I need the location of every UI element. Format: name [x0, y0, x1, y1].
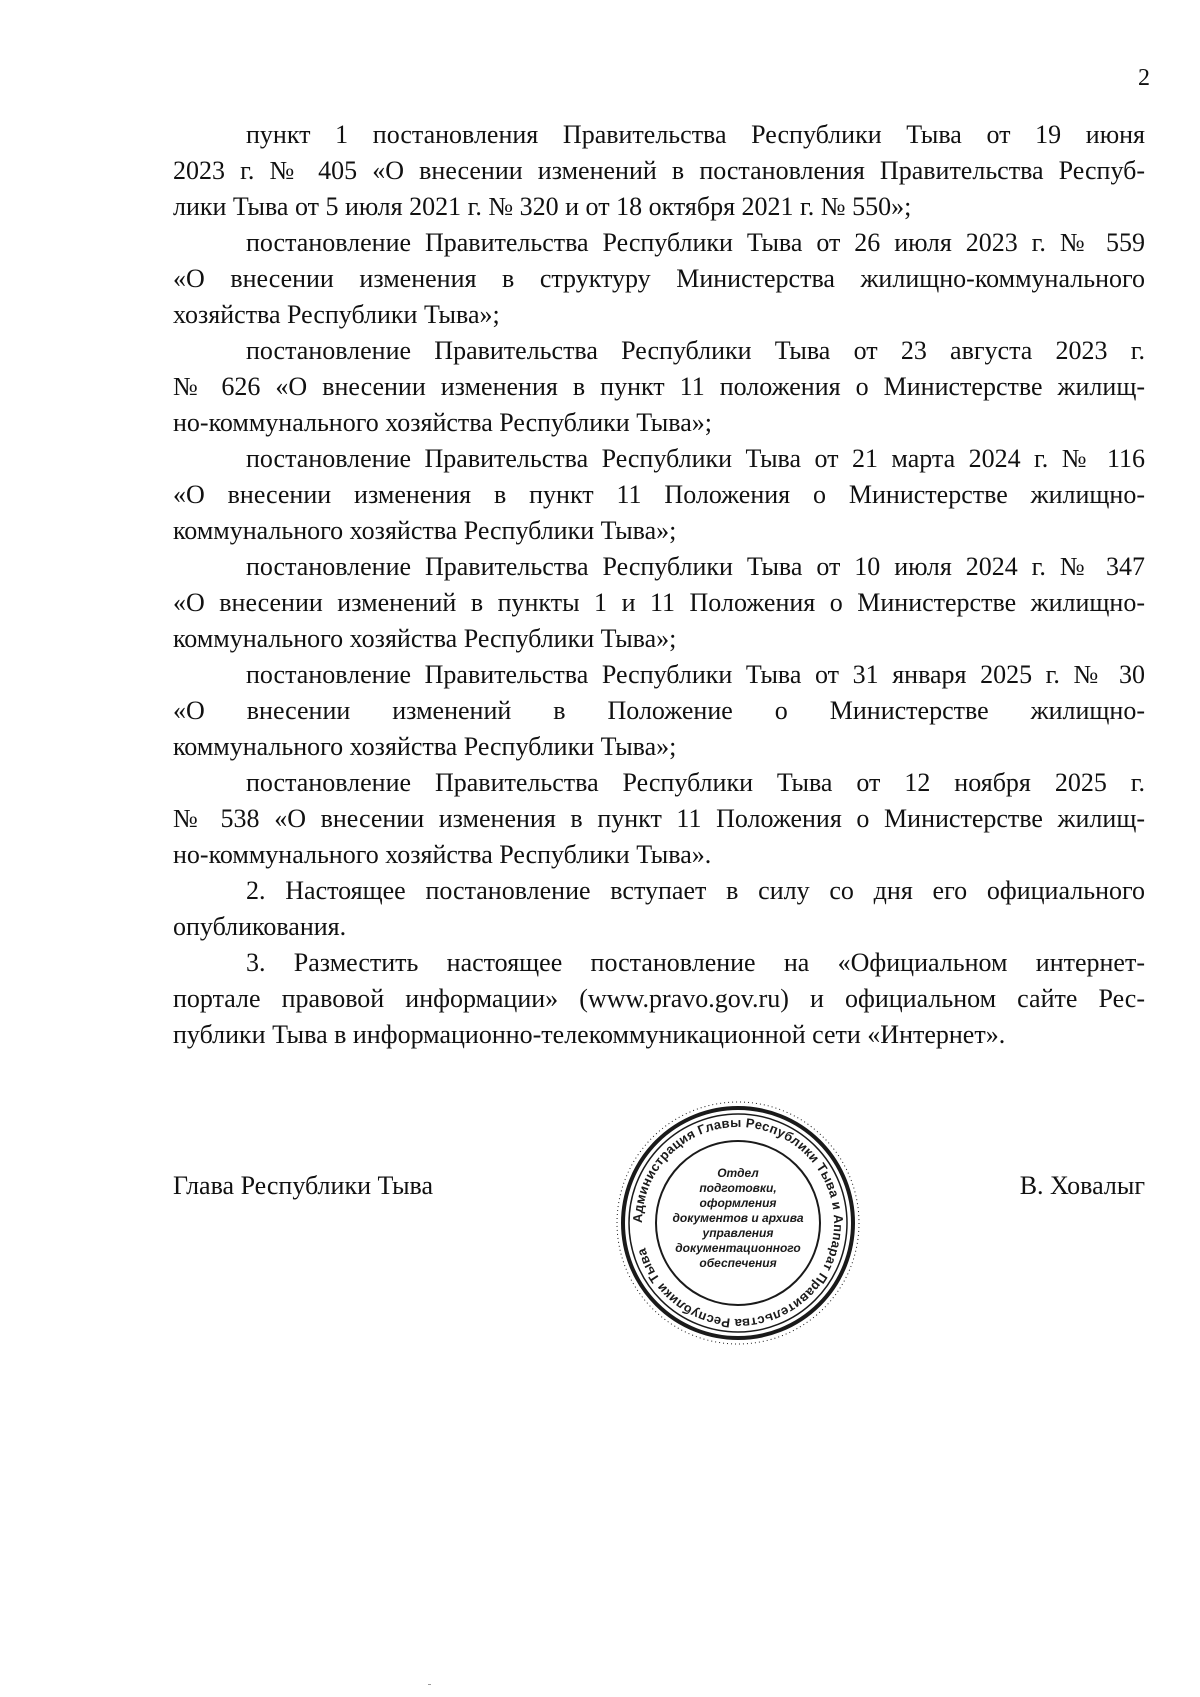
text-line: 3. Разместить настоящее постановление на «Официальном интернет-: [246, 948, 1145, 977]
svg-text:подготовки,: подготовки,: [699, 1181, 777, 1195]
text-line: опубликования.: [173, 912, 347, 941]
text-line: «О внесении изменения в пункт 11 Положения о Министерстве жилищно-: [173, 480, 1145, 509]
page-number: 2: [1138, 65, 1150, 91]
text-line: постановление Правительства Республики Тыва от 31 января 2025 г. № 30: [246, 660, 1145, 689]
text-line: коммунального хозяйства Республики Тыва»;: [173, 732, 677, 761]
text-line: коммунального хозяйства Республики Тыва»;: [173, 624, 677, 653]
text-line: № 538 «О внесении изменения в пункт 11 Положения о Министерстве жилищ-: [173, 804, 1145, 833]
svg-text:обеспечения: обеспечения: [699, 1256, 777, 1270]
text-line: пункт 1 постановления Правительства Республики Тыва от 19 июня: [246, 120, 1145, 149]
text-line: но-коммунального хозяйства Республики Тыва».: [173, 840, 712, 869]
text-line: постановление Правительства Республики Тыва от 10 июля 2024 г. № 347: [246, 552, 1145, 581]
text-line: но-коммунального хозяйства Республики Тыва»;: [173, 408, 712, 437]
text-line: постановление Правительства Республики Тыва от 12 ноября 2025 г.: [246, 768, 1145, 797]
text-line: «О внесении изменения в структуру Министерства жилищно-коммунального: [173, 264, 1145, 293]
text-line: коммунального хозяйства Республики Тыва»;: [173, 516, 677, 545]
document-body: [173, 117, 1145, 1053]
official-stamp: [614, 1099, 862, 1347]
text-line: лики Тыва от 5 июля 2021 г. № 320 и от 18 октября 2021 г. № 550»;: [173, 192, 912, 221]
signatory-name: В. Ховалыг: [1019, 1171, 1145, 1200]
text-line: постановление Правительства Республики Тыва от 26 июля 2023 г. № 559: [246, 228, 1145, 257]
text-line: «О внесении изменений в пункты 1 и 11 Положения о Министерстве жилищно-: [173, 588, 1145, 617]
text-line: 2. Настоящее постановление вступает в силу со дня его официального: [246, 876, 1145, 905]
svg-text:Администрация Главы Республики: Администрация Главы Республики Тыва и Аппарат Правительства Республики Тыва: [629, 1114, 847, 1332]
svg-text:документационного: документационного: [675, 1241, 801, 1255]
text-line: 2023 г. № 405 «О внесении изменений в постановления Правительства Респуб-: [173, 156, 1145, 185]
svg-text:Отдел: Отдел: [717, 1166, 759, 1180]
svg-text:оформления: оформления: [699, 1196, 777, 1210]
signatory-position: Глава Республики Тыва: [173, 1171, 434, 1200]
text-line: «О внесении изменений в Положение о Министерстве жилищно-: [173, 696, 1145, 725]
text-line: портале правовой информации» (www.pravo.gov.ru) и официальном сайте Рес-: [173, 984, 1145, 1013]
text-line: публики Тыва в информационно-телекоммуникационной сети «Интернет».: [173, 1020, 1006, 1049]
text-line: постановление Правительства Республики Тыва от 21 марта 2024 г. № 116: [246, 444, 1145, 473]
svg-text:документов и архива: документов и архива: [672, 1211, 804, 1225]
text-line: хозяйства Республики Тыва»;: [173, 300, 500, 329]
scan-speck: [428, 1684, 431, 1685]
text-line: № 626 «О внесении изменения в пункт 11 положения о Министерстве жилищ-: [173, 372, 1145, 401]
svg-text:управления: управления: [702, 1226, 774, 1240]
stamp-icon: [614, 1099, 862, 1347]
text-line: постановление Правительства Республики Тыва от 23 августа 2023 г.: [246, 336, 1145, 365]
